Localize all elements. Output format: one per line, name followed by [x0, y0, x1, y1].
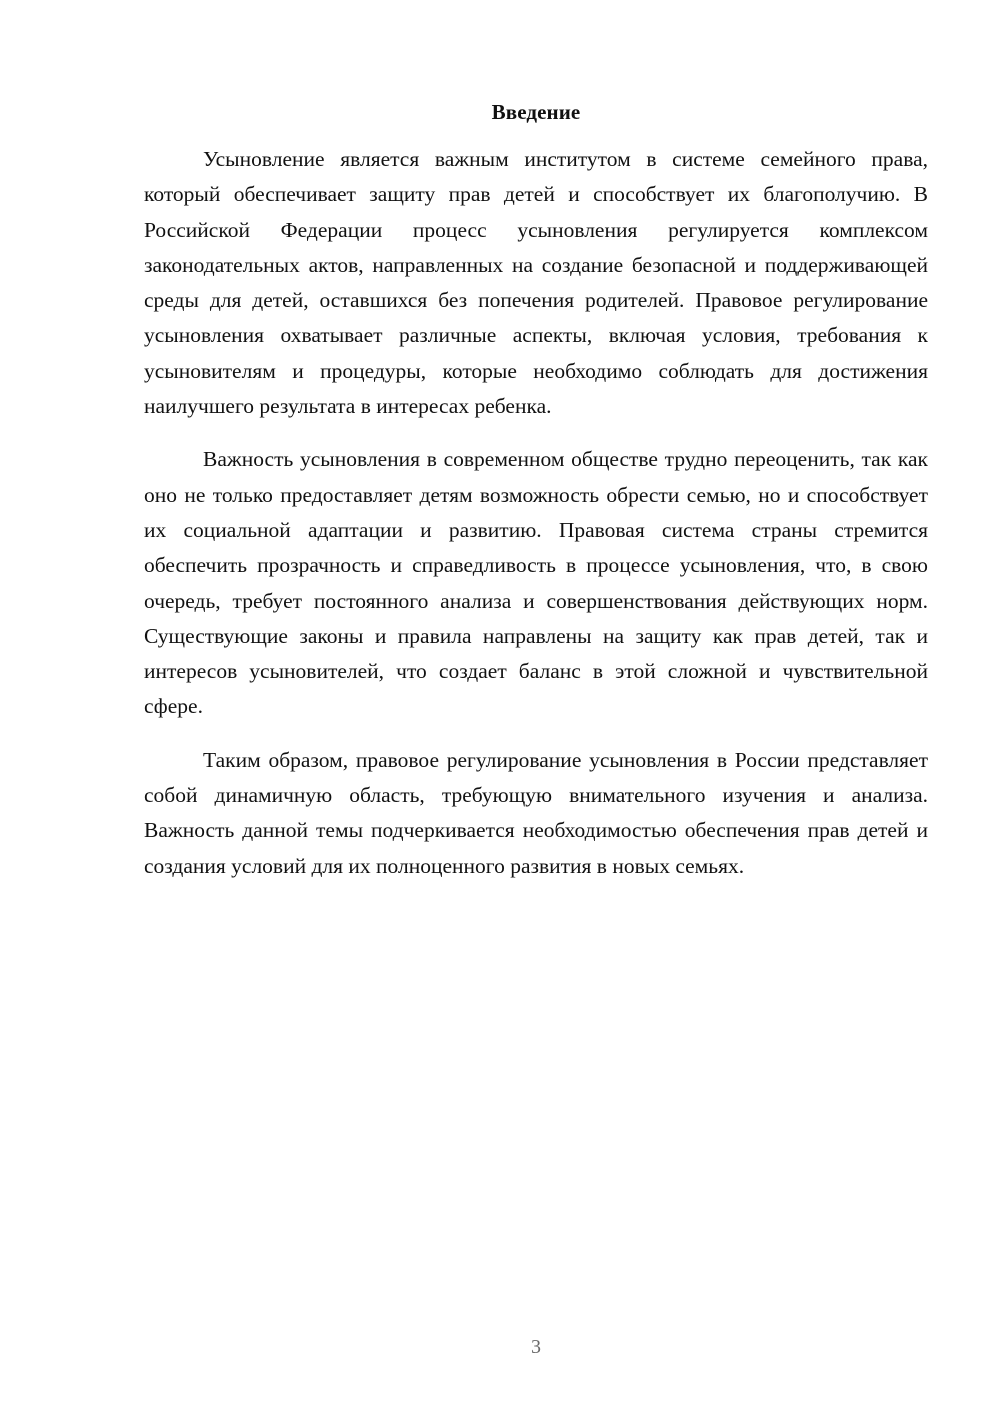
section-heading: Введение: [491, 100, 581, 124]
paragraph-1: Усыновление является важным институтом в системе семейного права, который обеспечивает защиту прав детей и способствует их благополучию. В Российской Федерации процесс усыновления регулируется комплексом законодательных актов, направленных на создание безопасной и поддерживающей среды для детей, оставшихся без попечения родителей. Правовое регулирование усыновления охватывает различные аспекты, включая условия, требования к усыновителям и процедуры, которые необходимо соблюдать для достижения наилучшего результата в интересах ребенка.: [144, 147, 928, 419]
paragraph-3: Таким образом, правовое регулирование усыновления в России представляет собой динамичную область, требующую внимательного изучения и анализа. Важность данной темы подчеркивается необходимостью обеспечения прав детей и создания условий для их полноценного развития в новых семьях.: [144, 747, 928, 878]
body-text: [144, 142, 928, 902]
paragraph-2: Важность усыновления в современном обществе трудно переоценить, так как оно не только предоставляет детям возможность обрести семью, но и способствует их социальной адаптации и развитию. Правовая система страны стремится обеспечить прозрачность и справедливость в процессе усыновления, что, в свою очередь, требует постоянного анализа и совершенствования действующих норм. Существующие законы и правила направлены на защиту как прав детей, так и интересов усыновителей, что создает баланс в этой сложной и чувствительной сфере.: [144, 447, 928, 719]
page-number: 3: [531, 1336, 541, 1358]
